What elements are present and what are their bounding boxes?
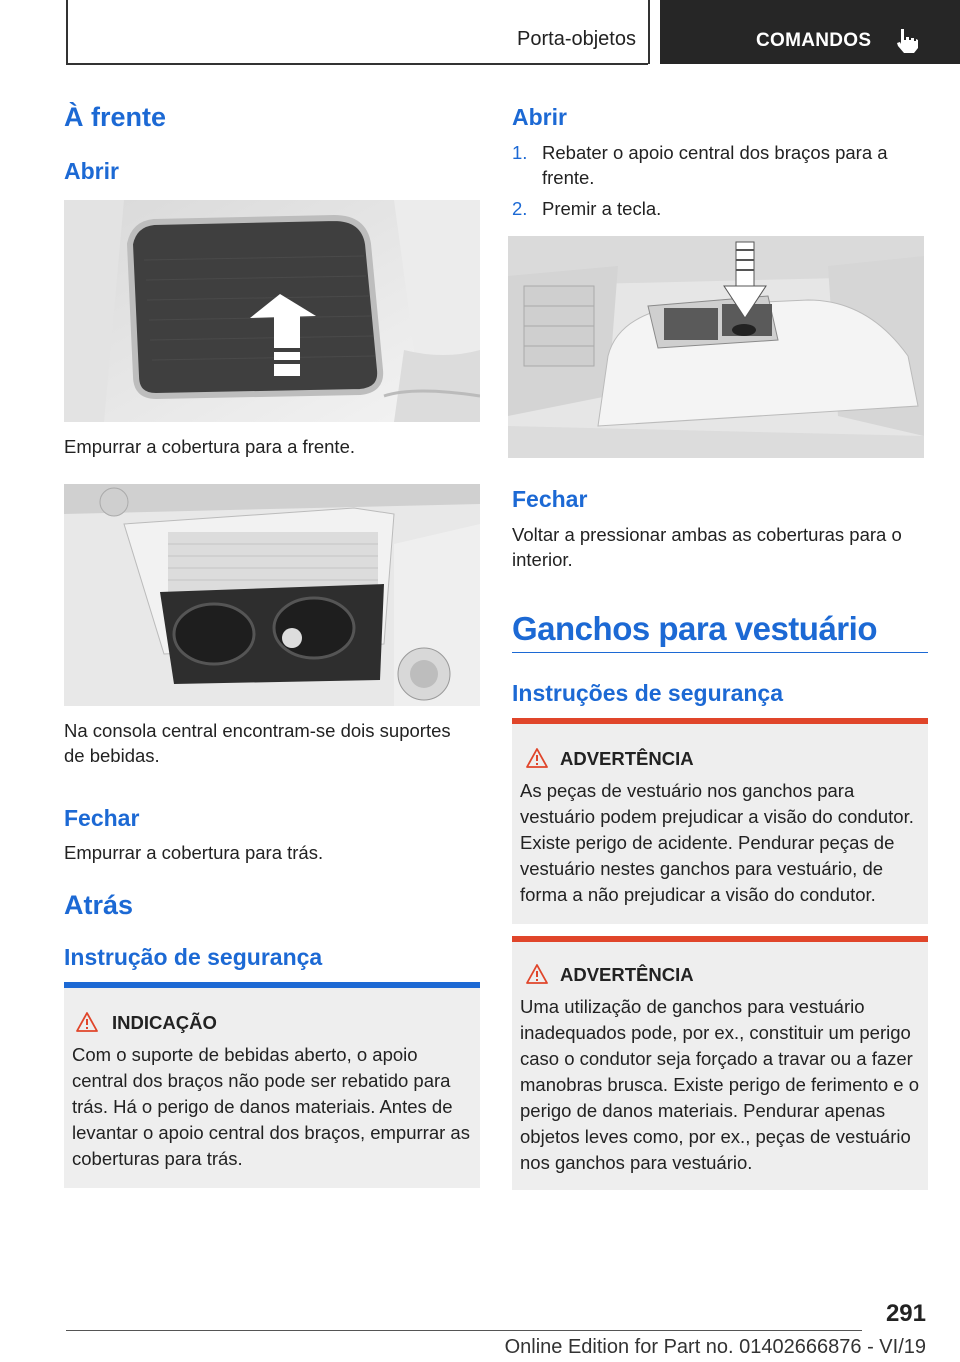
header-chapter-label[interactable]: COMANDOS	[756, 30, 872, 51]
rear-armrest-image	[508, 236, 924, 458]
warning-text: As peças de vestuário nos ganchos para vestuário podem prejudicar a visão do condutor. Existe perigo de acidente. Pendurar peças de vestuário nestes ganchos para vestuário, de forma a não prejudicar a visão do condutor.	[520, 780, 914, 905]
caption-cup-holders: Na consola central encontram-se dois suportes de bebidas.	[64, 720, 451, 766]
subheading-safety-instructions: Instruções de segurança	[512, 680, 783, 706]
pointing-hand-icon	[895, 28, 919, 59]
heading-front: À frente	[64, 102, 167, 132]
header-divider	[648, 0, 650, 64]
warning-bar	[512, 936, 928, 942]
warning-triangle-icon	[76, 1012, 98, 1037]
notice-text: Com o suporte de bebidas aberto, o apoio central dos braços não pode ser rebatido para trás. Há o perigo de danos materiais. Antes de levantar o apoio central dos braços, empurrar as coberturas para trás.	[72, 1044, 470, 1169]
subheading-open-rear: Abrir	[512, 104, 567, 130]
warning-bar	[512, 718, 928, 724]
warning-triangle-icon	[526, 748, 548, 773]
warning-triangle-icon	[526, 964, 548, 989]
section-title-rule	[512, 652, 928, 653]
heading-rear: Atrás	[64, 890, 134, 920]
subheading-close: Fechar	[64, 805, 140, 831]
header-bottom-rule	[66, 63, 648, 65]
step-item: 2. Premir a tecla.	[512, 198, 662, 219]
close-instruction: Empurrar a cobertura para trás.	[64, 842, 324, 863]
warning-title: ADVERTÊNCIA	[560, 748, 694, 769]
header-section-title: Porta-objetos	[517, 28, 636, 50]
warning-title: ADVERTÊNCIA	[560, 964, 694, 985]
console-cover-image	[64, 200, 480, 422]
close-instruction-rear: Voltar a pressionar ambas as coberturas para o interior.	[512, 524, 902, 570]
page-number: 291	[885, 1300, 926, 1327]
section-title-coat-hooks: Ganchos para vestuário	[512, 610, 877, 647]
subheading-safety: Instrução de segurança	[64, 944, 323, 970]
footer-edition: Online Edition for Part no. 01402666876 - VI/19	[504, 1336, 926, 1358]
cup-holder-image	[64, 484, 480, 706]
warning-box-2	[512, 936, 928, 1190]
notice-box	[64, 982, 480, 1188]
warning-box-1	[512, 718, 928, 924]
step-item: 1. Rebater o apoio central dos braços para a frente.	[512, 142, 888, 188]
footer-rule	[66, 1330, 862, 1331]
notice-bar	[64, 982, 480, 988]
notice-title: INDICAÇÃO	[112, 1012, 217, 1033]
subheading-open: Abrir	[64, 158, 119, 184]
header-left-rule	[66, 0, 68, 64]
subheading-close-rear: Fechar	[512, 486, 588, 512]
open-steps-list	[512, 140, 912, 227]
warning-text: Uma utilização de ganchos para vestuário inadequados pode, por ex., constituir um perigo caso o condutor seja forçado a travar ou a fazer manobras brusca. Existe perigo de ferimento e o perigo de danos materiais. Pendurar apenas objetos leves como, por ex., peças de vestuário nos ganchos para vestuário.	[520, 996, 919, 1173]
caption-push-cover: Empurrar a cobertura para a frente.	[64, 436, 356, 457]
